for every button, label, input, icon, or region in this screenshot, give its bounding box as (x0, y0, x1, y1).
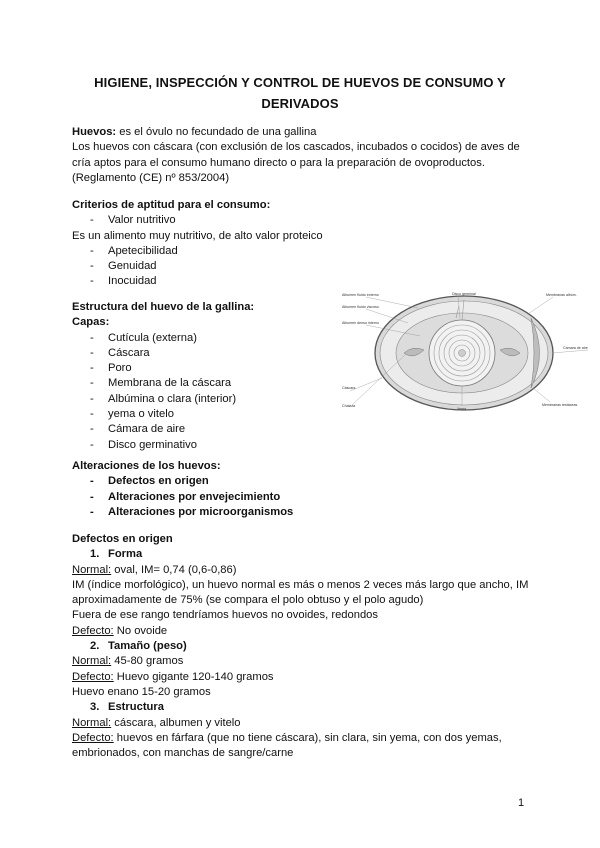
intro-definition: es el óvulo no fecundado de una gallina (116, 126, 317, 138)
label-membrana-testacea: Membranas testáceas (542, 403, 578, 407)
estructura-def-title: Estructura (108, 701, 164, 714)
label-chalaza: Chalaza (342, 404, 356, 408)
page-title: HIGIENE, INSPECCIÓN Y CONTROL DE HUEVOS DE CONSUMO Y DERIVADOS (94, 75, 506, 111)
alteraciones-section (72, 459, 532, 520)
tamano-title: Tamaño (peso) (108, 640, 187, 653)
intro-section (72, 125, 532, 186)
label-albumen-externo: Albumen fluido externo (342, 293, 379, 297)
capa-item: - Cámara de aire (72, 422, 332, 437)
forma-normal-label: Normal: (72, 563, 112, 576)
criterio-item: - Inocuidad (72, 274, 532, 289)
capa-item: - Cutícula (externa) (72, 331, 332, 346)
tamano-heading (72, 639, 532, 654)
criterios-note: Es un alimento muy nutritivo, de alto valor proteico (72, 229, 323, 242)
tamano-number: 2. (90, 640, 100, 653)
estructura-normal-label: Normal: (72, 716, 112, 729)
forma-normal: oval, IM= 0,74 (0,6-0,86) (111, 563, 237, 576)
defectos-section (72, 532, 532, 761)
egg-diagram (338, 288, 590, 418)
criterios-section (72, 198, 532, 290)
alteracion-item: - Alteraciones por envejecimiento (72, 490, 532, 505)
estructura-section (72, 300, 332, 453)
estructura-defecto-label: Defecto: (72, 731, 114, 744)
estructura-def-heading (72, 700, 532, 715)
capa-item: - Poro (72, 361, 332, 376)
label-cascara: Cáscara (342, 386, 356, 390)
intro-term: Huevos: (72, 126, 117, 138)
page-number: 1 (518, 797, 525, 809)
label-albumen-denso: Albumen denso interno (342, 321, 379, 325)
criterio-item: - Genuidad (72, 259, 532, 274)
intro-body: Los huevos con cáscara (con exclusión de los cascados, incubados o cocidos) de aves de cría aptos para el consumo humano directo o para la preparación de ovoproductos. (Reglamento (CE) nº 853/2004) (72, 141, 520, 184)
forma-number: 1. (90, 548, 100, 561)
tamano-normal-label: Normal: (72, 655, 112, 668)
alteracion-item: - Defectos en origen (72, 474, 532, 489)
criterios-heading: Criterios de aptitud para el consumo: (72, 199, 271, 211)
alteracion-item: - Alteraciones por microorganismos (72, 505, 532, 520)
label-membranas: Membranas albúm. (546, 293, 577, 297)
capa-item: - Albúmina o clara (interior) (72, 392, 332, 407)
capa-item: - Cáscara (72, 346, 332, 361)
capa-item: - Membrana de la cáscara (72, 376, 332, 391)
forma-defecto: No ovoide (113, 624, 168, 637)
tamano-defecto-label: Defecto: (72, 670, 114, 683)
capa-item: - yema o vitelo (72, 407, 332, 422)
label-yema: Yema (457, 407, 467, 411)
forma-title: Forma (108, 548, 143, 561)
capa-item: - Disco germinativo (72, 438, 332, 453)
estructura-defecto: huevos en fárfara (que no tiene cáscara), sin clara, sin yema, con dos yemas, embrionados, con manchas de sangre/carne (72, 731, 502, 760)
capas-label: Capas: (72, 316, 110, 329)
forma-fuera: Fuera de ese rango tendríamos huevos no ovoides, redondos (72, 609, 378, 622)
label-camara: Cámara de aire (563, 346, 588, 350)
alteraciones-heading: Alteraciones de los huevos: (72, 460, 221, 472)
estructura-normal: cáscara, albumen y vitelo (111, 716, 241, 729)
criterio-item: - Apetecibilidad (72, 244, 532, 259)
tamano-normal: 45-80 gramos (111, 655, 184, 668)
forma-defecto-label: Defecto: (72, 624, 114, 637)
yolk (429, 320, 495, 386)
estructura-heading: Estructura del huevo de la gallina: (72, 301, 255, 313)
tamano-defecto: Huevo gigante 120-140 gramos (113, 670, 274, 683)
label-disco-germinal: Disco germinal (452, 292, 476, 296)
forma-heading (72, 547, 532, 562)
label-albumen-viscoso: Albumen fluido viscoso (342, 305, 379, 309)
estructura-def-number: 3. (90, 701, 100, 714)
tamano-enano: Huevo enano 15-20 gramos (72, 685, 211, 698)
criterio-item: - Valor nutritivo (72, 213, 532, 228)
forma-desc: IM (índice morfológico), un huevo normal es más o menos 2 veces más largo que ancho, IM aproximadamente de 75% (se compara el polo obtuso y el polo agudo) (72, 578, 529, 607)
defectos-heading: Defectos en origen (72, 533, 173, 545)
